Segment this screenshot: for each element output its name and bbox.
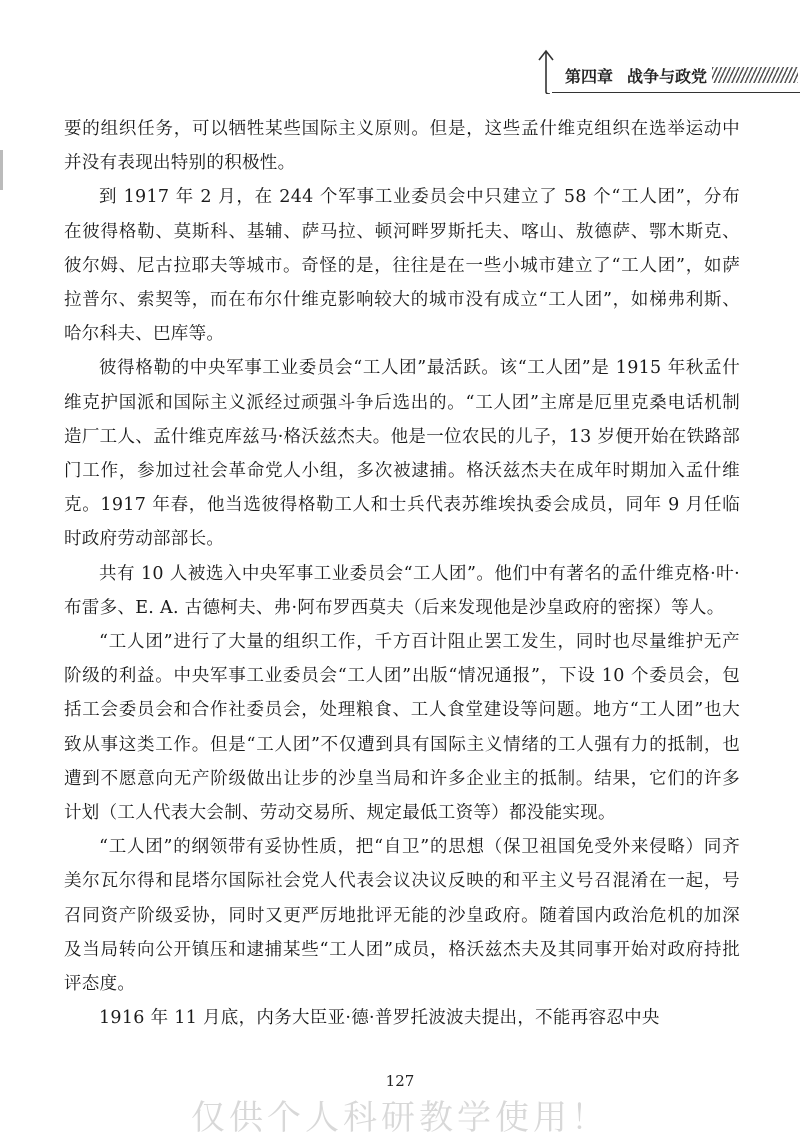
page-number: 127 xyxy=(385,1072,415,1090)
up-arrow-icon xyxy=(534,48,554,94)
paragraph: 共有 10 人被选入中央军事工业委员会“工人团”。他们中有著名的孟什维克格·叶·布雷多、E. A. 古德柯夫、弗·阿布罗西莫夫（后来发现他是沙皇政府的密探）等人。 xyxy=(64,563,740,618)
watermark: 仅供个人科研教学使用！ xyxy=(191,1098,609,1138)
paragraph: 1916 年 11 月底，内务大臣亚·德·普罗托波波夫提出，不能再容忍中央 xyxy=(99,1008,660,1029)
paragraph: 彼得格勒的中央军事工业委员会“工人团”最活跃。该“工人团”是 1915 年秋孟什维克护国派和国际主义派经过顽强斗争后选出的。“工人团”主席是厄里克桑电话机制造厂工人、孟什维克库兹马·格沃兹杰夫。他是一位农民的儿子，13 岁便开始在铁路部门工作，参加过社会革命党人小组，多次被逮捕。格沃兹杰夫在成年时期加入孟什维克。1917 年春，他当选彼得格勒工人和士兵代表苏维埃执委会成员，同年 9 月任临时政府劳动部部长。 xyxy=(64,358,740,550)
header-rule xyxy=(552,92,800,93)
chapter-title: 战争与政党 xyxy=(627,67,708,86)
paragraph: 要的组织任务，可以牺牲某些国际主义原则。但是，这些孟什维克组织在选举运动中并没有表现出特别的积极性。 xyxy=(64,119,740,174)
chapter-number: 第四章 xyxy=(565,67,614,86)
chapter-heading xyxy=(565,64,707,87)
header-hatch-decoration xyxy=(712,67,798,83)
paragraph: 到 1917 年 2 月，在 244 个军事工业委员会中只建立了 58 个“工人团”，分布在彼得格勒、莫斯科、基辅、萨马拉、顿河畔罗斯托夫、喀山、敖德萨、鄂木斯克、彼尔姆、尼古拉耶夫等城市。奇怪的是，往往是在一些小城市建立了“工人团”，如萨拉普尔、索契等，而在布尔什维克影响较大的城市没有成立“工人团”，如梯弗利斯、哈尔科夫、巴库等。 xyxy=(64,187,740,345)
body-text xyxy=(64,112,740,1035)
scan-edge-mark xyxy=(0,150,3,190)
paragraph: “工人团”进行了大量的组织工作，千方百计阻止罢工发生，同时也尽量维护无产阶级的利益。中央军事工业委员会“工人团”出版“情况通报”，下设 10 个委员会，包括工会委员会和合作社委员会，处理粮食、工人食堂建设等问题。地方“工人团”也大致从事这类工作。但是“工人团”不仅遭到具有国际主义情绪的工人强有力的抵制，也遭到不愿意向无产阶级做出让步的沙皇当局和许多企业主的抵制。结果，它们的许多计划（工人代表大会制、劳动交易所、规定最低工资等）都没能实现。 xyxy=(64,632,740,824)
running-header xyxy=(0,48,800,98)
paragraph: “工人团”的纲领带有妥协性质，把“自卫”的思想（保卫祖国免受外来侵略）同齐美尔瓦尔得和昆塔尔国际社会党人代表会议决议反映的和平主义号召混淆在一起，号召同资产阶级妥协，同时又更严厉地批评无能的沙皇政府。随着国内政治危机的加深及当局转向公开镇压和逮捕某些“工人团”成员，格沃兹杰夫及其同事开始对政府持批评态度。 xyxy=(64,837,740,995)
